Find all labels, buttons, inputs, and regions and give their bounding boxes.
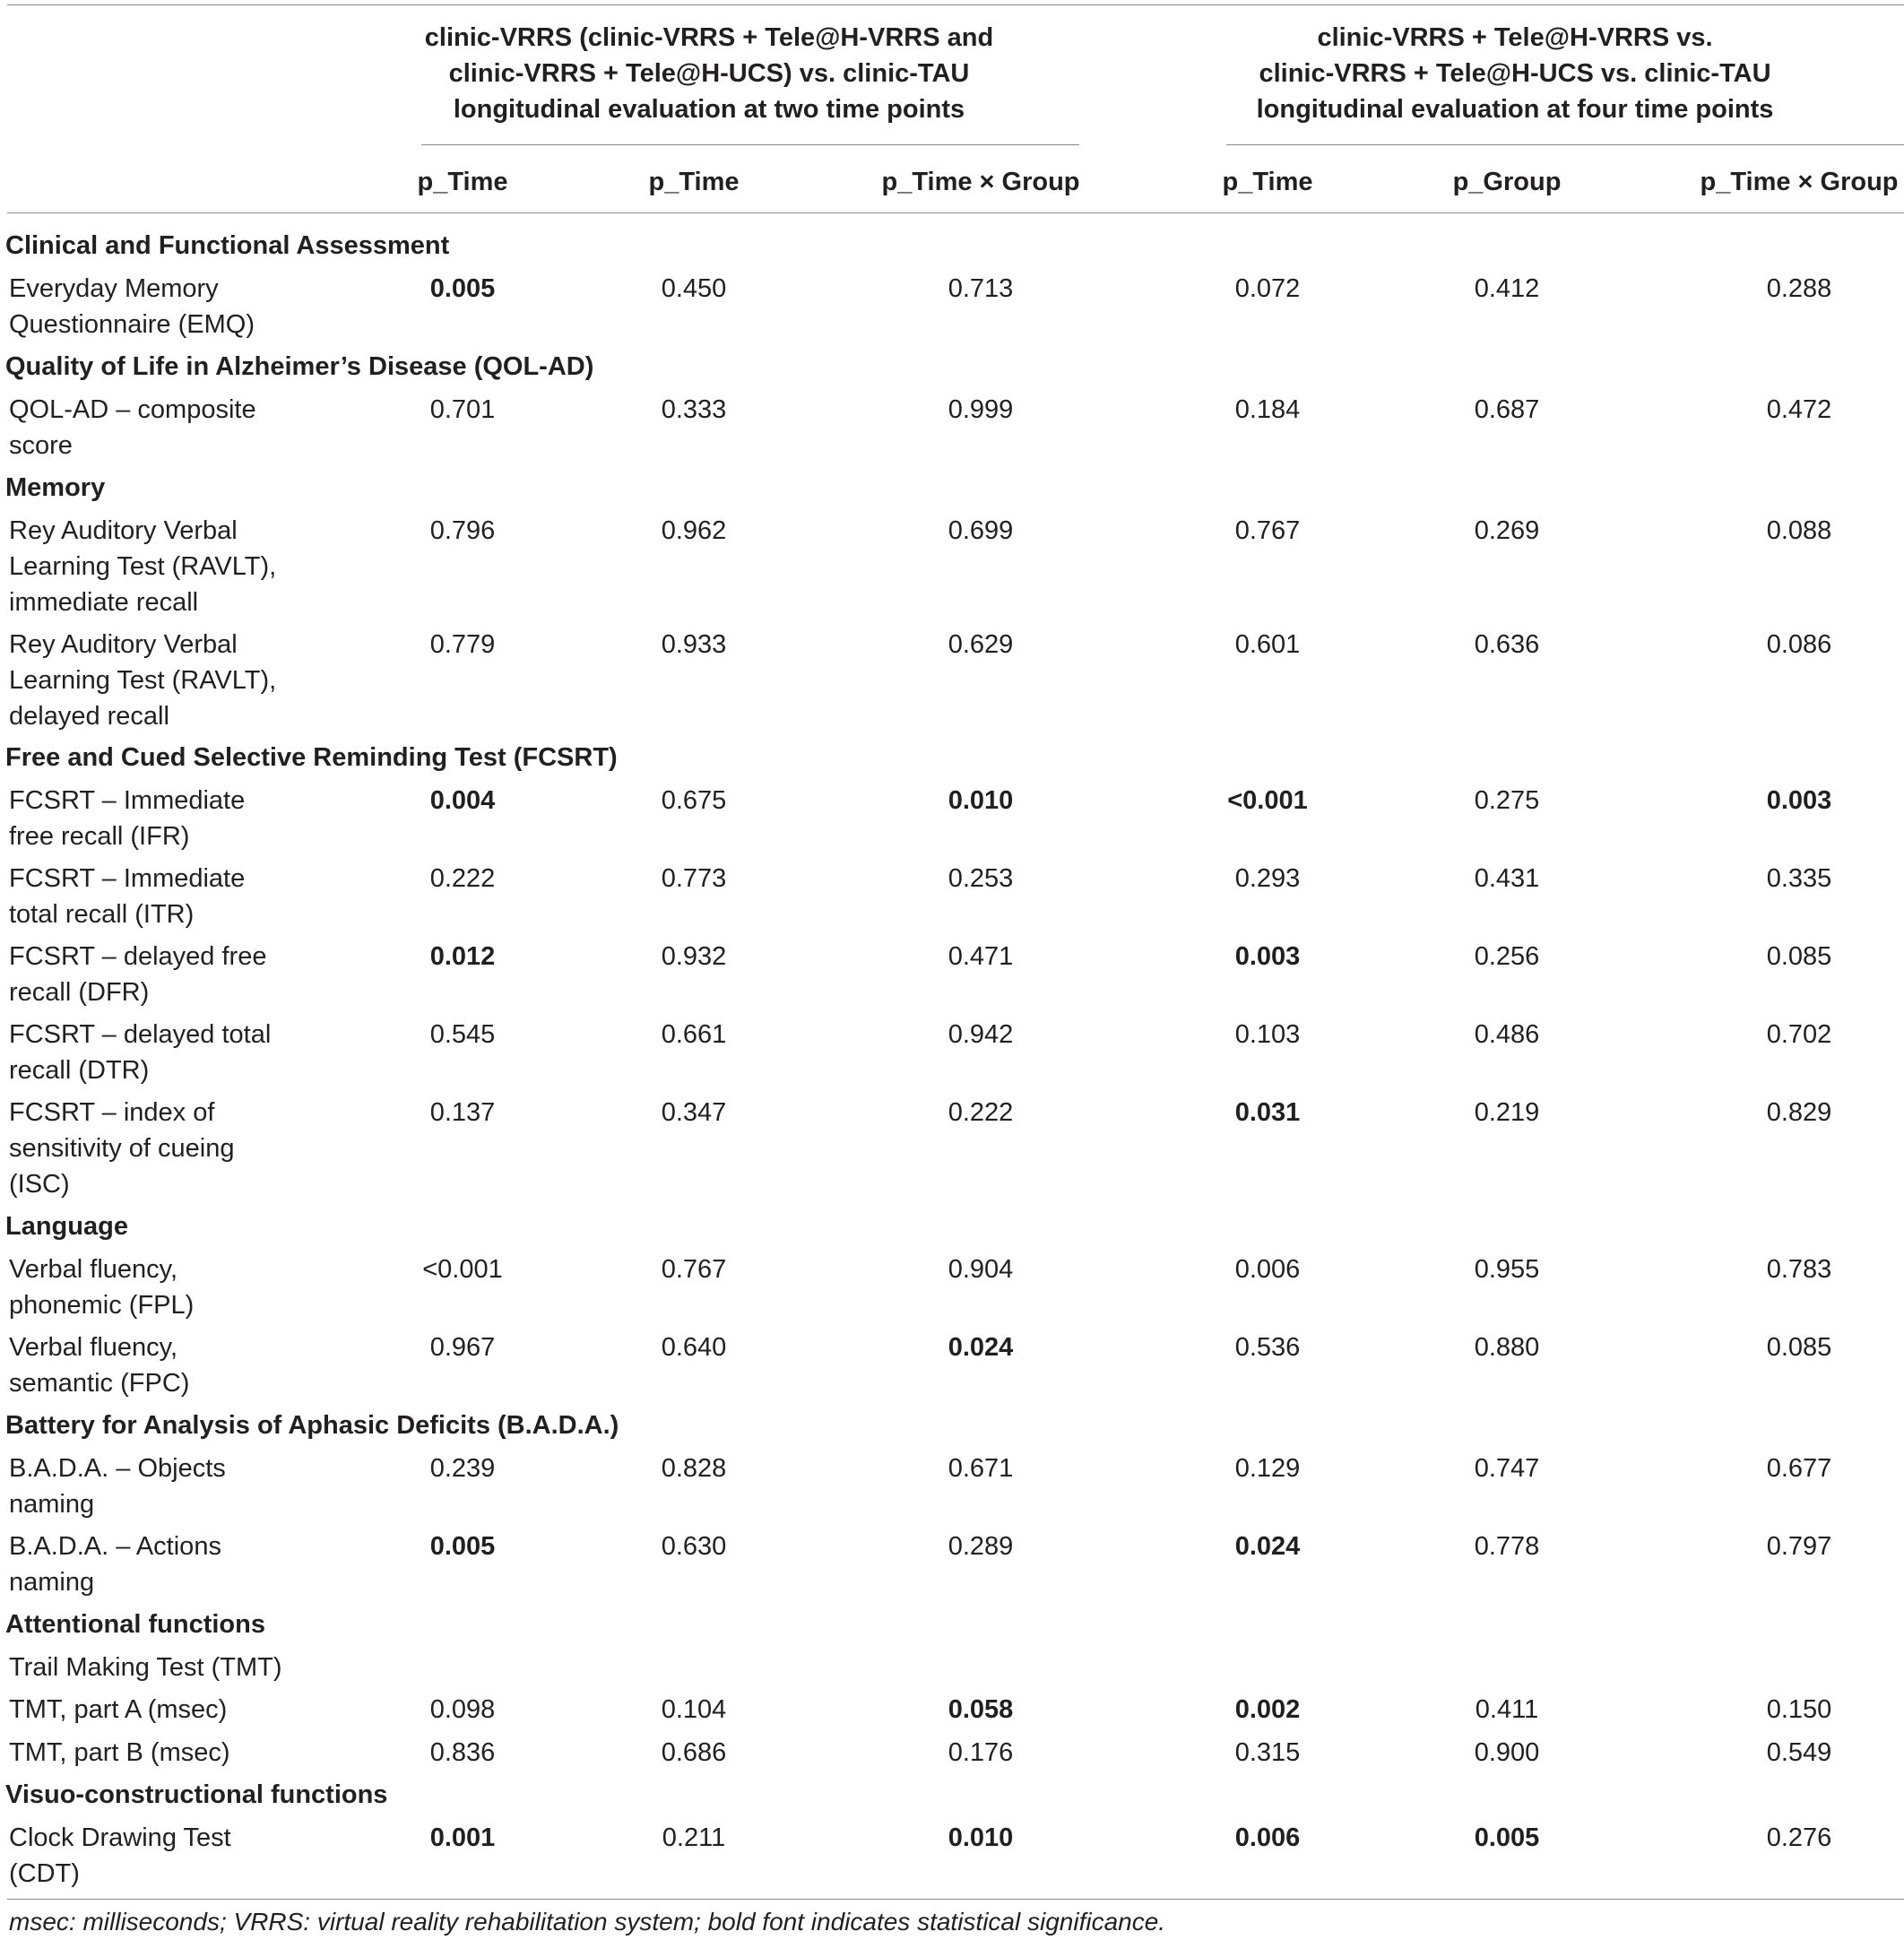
group-header-line: clinic-VRRS + Tele@H-UCS) vs. clinic-TAU: [448, 59, 970, 88]
p-value-cell: 0.104: [661, 1695, 727, 1724]
p-value-cell: 0.222: [948, 1098, 1014, 1127]
group-rule-four-time-points: [1226, 144, 1904, 145]
p-value-cell: 0.269: [1474, 516, 1540, 545]
group-header-line: clinic-VRRS + Tele@H-UCS vs. clinic-TAU: [1259, 59, 1771, 88]
p-value-cell: 0.024: [1234, 1531, 1301, 1561]
column-header: p_Time × Group: [1700, 168, 1899, 196]
p-value-cell: 0.472: [1766, 395, 1832, 424]
row-label-line: Rey Auditory Verbal: [9, 516, 238, 545]
p-value-cell: 0.450: [661, 274, 727, 303]
p-value-cell: 0.012: [429, 942, 496, 971]
section-heading: Clinical and Functional Assessment: [5, 231, 450, 260]
row-label-line: total recall (ITR): [9, 900, 195, 929]
p-value-cell: 0.629: [948, 629, 1014, 659]
p-value-cell: 0.315: [1234, 1737, 1301, 1767]
row-label-line: phonemic (FPL): [9, 1290, 195, 1320]
row-label: [9, 1735, 305, 1771]
p-value-cell: 0.005: [429, 274, 496, 303]
p-value-cell: 0.471: [948, 942, 1014, 971]
p-value-cell: 0.796: [429, 516, 496, 545]
p-value-cell: 0.904: [948, 1254, 1014, 1284]
section-heading: Visuo-constructional functions: [5, 1780, 388, 1809]
p-value-cell: 0.686: [661, 1737, 727, 1767]
p-value-cell: 0.005: [1474, 1823, 1540, 1852]
row-label-line: semantic (FPC): [9, 1368, 190, 1398]
p-value-cell: 0.549: [1766, 1737, 1832, 1767]
p-value-cell: 0.701: [429, 395, 496, 424]
row-label-line: FCSRT – Immediate: [9, 786, 246, 815]
p-value-cell: 0.767: [1234, 516, 1301, 545]
p-value-cell: 0.072: [1234, 274, 1301, 303]
p-value-cell: 0.253: [948, 864, 1014, 893]
section-heading: Language: [5, 1211, 128, 1241]
row-label-line: FCSRT – index of: [9, 1098, 215, 1127]
section-heading: Memory: [5, 473, 106, 502]
row-label-line: TMT, part B (msec): [9, 1737, 230, 1767]
p-value-cell: 0.932: [661, 942, 727, 971]
p-value-cell: 0.640: [661, 1332, 727, 1362]
p-value-cell: 0.137: [429, 1098, 496, 1127]
p-value-cell: 0.088: [1766, 516, 1832, 545]
p-value-cell: 0.333: [661, 395, 727, 424]
p-value-cell: 0.003: [1234, 942, 1301, 971]
p-value-cell: 0.636: [1474, 629, 1540, 659]
column-header: p_Time: [648, 168, 740, 196]
p-value-cell: 0.677: [1766, 1453, 1832, 1483]
row-label-line: QOL-AD – composite: [9, 395, 256, 424]
p-value-cell: 0.767: [661, 1254, 727, 1284]
row-label-line: recall (DFR): [9, 978, 150, 1007]
row-label-line: naming: [9, 1567, 95, 1597]
p-value-cell: 0.661: [661, 1020, 727, 1049]
p-value-cell: 0.675: [661, 786, 727, 815]
row-label-line: immediate recall: [9, 588, 199, 617]
column-header: p_Time: [1222, 168, 1313, 196]
row-label-line: Everyday Memory: [9, 274, 219, 303]
p-value-cell: 0.773: [661, 864, 727, 893]
p-value-cell: 0.004: [429, 786, 496, 815]
group-header-line: longitudinal evaluation at four time points: [1256, 95, 1774, 124]
p-value-cell: 0.828: [661, 1453, 727, 1483]
p-value-cell: 0.933: [661, 629, 727, 659]
row-label: [9, 939, 305, 1010]
p-value-cell: 0.085: [1766, 1332, 1832, 1362]
row-label-line: score: [9, 431, 73, 460]
p-value-cell: 0.630: [661, 1531, 727, 1561]
p-value-cell: 0.747: [1474, 1453, 1540, 1483]
row-label-line: B.A.D.A. – Actions: [9, 1531, 221, 1561]
p-value-cell: 0.276: [1766, 1823, 1832, 1852]
p-value-cell: 0.900: [1474, 1737, 1540, 1767]
p-value-cell: 0.275: [1474, 786, 1540, 815]
row-label-line: Learning Test (RAVLT),: [9, 552, 277, 581]
row-label: [9, 1692, 305, 1728]
row-label: [9, 1650, 305, 1685]
p-value-cell: 0.219: [1474, 1098, 1540, 1127]
p-value-cell: 0.288: [1766, 274, 1832, 303]
header-rule: [7, 212, 1904, 213]
section-heading: Attentional functions: [5, 1609, 265, 1639]
row-label: [9, 861, 305, 932]
p-value-cell: 0.150: [1766, 1695, 1832, 1724]
p-value-cell: 0.671: [948, 1453, 1014, 1483]
p-value-cell: 0.536: [1234, 1332, 1301, 1362]
row-label-line: Questionnaire (EMQ): [9, 310, 255, 339]
p-value-cell: 0.005: [429, 1531, 496, 1561]
p-value-cell: 0.006: [1234, 1823, 1301, 1852]
row-label-line: naming: [9, 1489, 95, 1519]
row-label: [9, 513, 305, 620]
p-value-cell: 0.713: [948, 274, 1014, 303]
p-value-cell: 0.003: [1766, 786, 1832, 815]
p-value-cell: 0.293: [1234, 864, 1301, 893]
row-label: [9, 1820, 305, 1892]
p-value-cell: 0.699: [948, 516, 1014, 545]
p-value-cell: 0.942: [948, 1020, 1014, 1049]
p-value-cell: 0.001: [429, 1823, 496, 1852]
row-label-line: Rey Auditory Verbal: [9, 629, 238, 659]
section-heading: Quality of Life in Alzheimer’s Disease (QOL-AD): [5, 352, 594, 381]
group-header-line: clinic-VRRS + Tele@H-VRRS vs.: [1317, 23, 1713, 52]
group-header-two-time-points: [418, 20, 1000, 127]
p-value-cell: 0.601: [1234, 629, 1301, 659]
p-value-cell: 0.335: [1766, 864, 1832, 893]
row-label: [9, 1017, 305, 1088]
row-label-line: FCSRT – delayed total: [9, 1020, 272, 1049]
p-value-cell: 0.836: [429, 1737, 496, 1767]
p-value-cell: 0.880: [1474, 1332, 1540, 1362]
p-value-cell: 0.211: [662, 1823, 726, 1852]
p-value-cell: 0.486: [1474, 1020, 1540, 1049]
row-label: [9, 1329, 305, 1401]
p-value-cell: 0.431: [1474, 864, 1540, 893]
p-value-cell: 0.002: [1234, 1695, 1301, 1724]
table-footnote: msec: milliseconds; VRRS: virtual reality rehabilitation system; bold font indicates statistical significance.: [9, 1908, 1166, 1936]
p-value-cell: 0.412: [1474, 274, 1540, 303]
row-label-line: B.A.D.A. – Objects: [9, 1453, 226, 1483]
p-value-cell: 0.955: [1474, 1254, 1540, 1284]
row-label-line: delayed recall: [9, 701, 169, 731]
row-label: [9, 1095, 305, 1202]
p-value-cell: 0.545: [429, 1020, 496, 1049]
row-label: [9, 783, 305, 854]
p-value-cell: 0.086: [1766, 629, 1832, 659]
row-label-line: Verbal fluency,: [9, 1254, 178, 1284]
p-value-cell: 0.239: [429, 1453, 496, 1483]
row-label: [9, 627, 305, 734]
row-label: [9, 392, 305, 463]
group-header-line: longitudinal evaluation at two time points: [453, 95, 965, 124]
column-header: p_Group: [1452, 168, 1562, 196]
p-value-cell: 0.999: [948, 395, 1014, 424]
group-rule-two-time-points: [421, 144, 1079, 145]
p-value-cell: 0.184: [1234, 395, 1301, 424]
section-heading: Battery for Analysis of Aphasic Deficits (B.A.D.A.): [5, 1410, 619, 1440]
p-value-cell: 0.058: [948, 1695, 1014, 1724]
row-label: [9, 1451, 305, 1522]
p-value-cell: 0.098: [429, 1695, 496, 1724]
section-heading: Free and Cued Selective Reminding Test (FCSRT): [5, 743, 618, 772]
p-value-cell: 0.797: [1766, 1531, 1832, 1561]
row-label-line: (ISC): [9, 1170, 70, 1199]
p-value-cell: 0.411: [1475, 1695, 1539, 1724]
table-bottom-rule: [7, 1899, 1904, 1900]
row-label-line: sensitivity of cueing: [9, 1134, 235, 1163]
row-label-line: Clock Drawing Test: [9, 1823, 231, 1852]
row-label-line: Verbal fluency,: [9, 1332, 178, 1362]
p-value-cell: 0.024: [948, 1332, 1014, 1362]
row-label-line: Trail Making Test (TMT): [9, 1652, 282, 1682]
p-value-cell: 0.010: [948, 1823, 1014, 1852]
row-label: [9, 271, 305, 342]
group-header-four-time-points: [1228, 20, 1802, 127]
p-value-cell: <0.001: [422, 1254, 503, 1284]
p-value-cell: 0.829: [1766, 1098, 1832, 1127]
p-value-cell: 0.289: [948, 1531, 1014, 1561]
column-header: p_Time: [417, 168, 508, 196]
p-value-cell: 0.347: [661, 1098, 727, 1127]
row-label: [9, 1529, 305, 1600]
p-value-cell: 0.783: [1766, 1254, 1832, 1284]
p-value-cell: 0.687: [1474, 395, 1540, 424]
p-value-cell: 0.256: [1474, 942, 1540, 971]
p-value-cell: 0.129: [1234, 1453, 1301, 1483]
p-value-cell: 0.962: [661, 516, 727, 545]
column-header: p_Time × Group: [881, 168, 1080, 196]
p-value-cell: 0.967: [429, 1332, 496, 1362]
p-value-cell: 0.010: [948, 786, 1014, 815]
p-value-cell: <0.001: [1227, 786, 1308, 815]
row-label-line: free recall (IFR): [9, 822, 190, 851]
row-label: [9, 1251, 305, 1323]
p-value-cell: 0.222: [429, 864, 496, 893]
row-label-line: FCSRT – delayed free: [9, 942, 267, 971]
p-value-cell: 0.176: [948, 1737, 1014, 1767]
table-top-rule: [7, 4, 1904, 5]
p-value-cell: 0.085: [1766, 942, 1832, 971]
row-label-line: recall (DTR): [9, 1056, 150, 1085]
p-value-cell: 0.103: [1234, 1020, 1301, 1049]
p-value-cell: 0.006: [1234, 1254, 1301, 1284]
p-value-cell: 0.031: [1234, 1098, 1301, 1127]
row-label-line: TMT, part A (msec): [9, 1695, 228, 1724]
row-label-line: FCSRT – Immediate: [9, 864, 246, 893]
p-value-cell: 0.779: [429, 629, 496, 659]
row-label-line: Learning Test (RAVLT),: [9, 665, 277, 695]
group-header-line: clinic-VRRS (clinic-VRRS + Tele@H-VRRS and: [424, 23, 994, 52]
row-label-line: (CDT): [9, 1859, 80, 1888]
p-value-cell: 0.778: [1474, 1531, 1540, 1561]
p-value-cell: 0.702: [1766, 1020, 1832, 1049]
